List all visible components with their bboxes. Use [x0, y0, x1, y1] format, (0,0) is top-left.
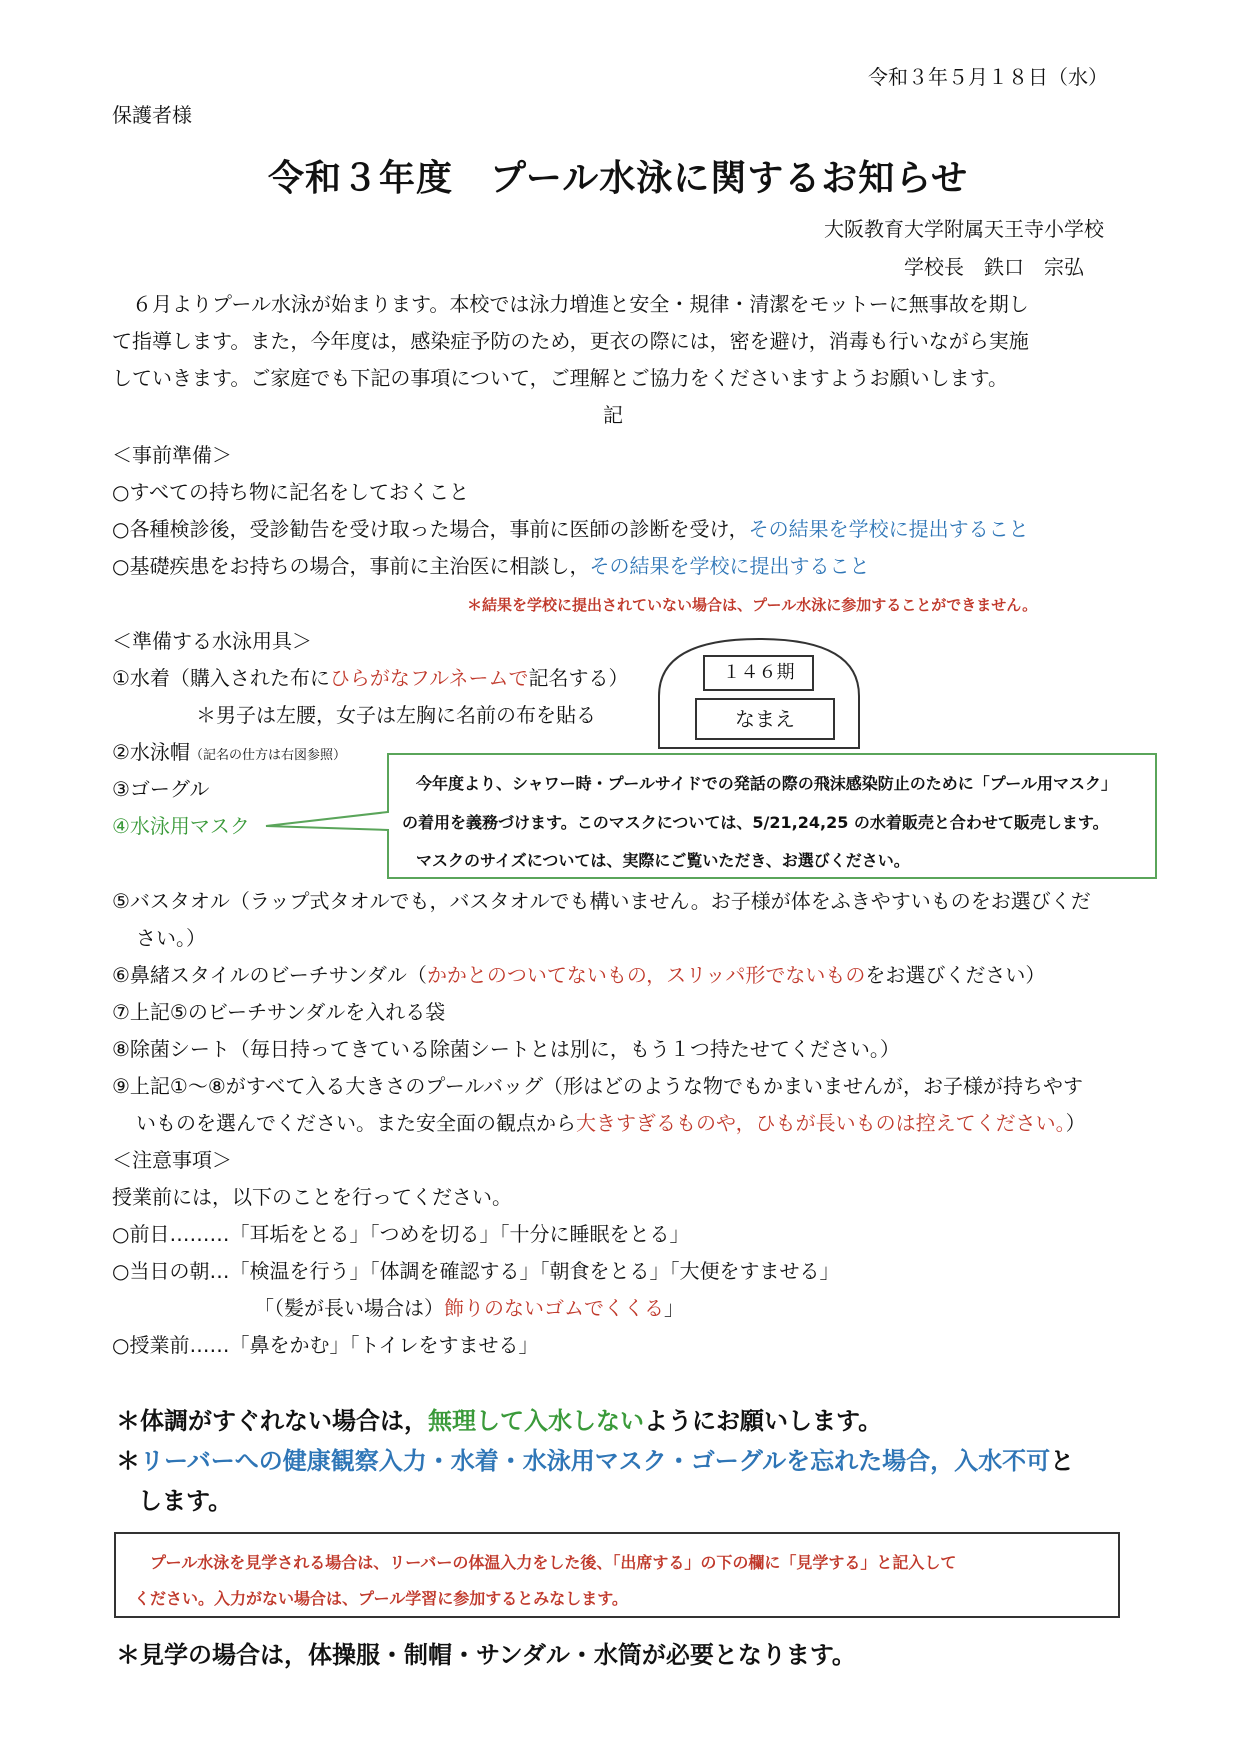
gear-item-6-text: ⑥鼻緒スタイルのビーチサンダル（	[112, 963, 427, 987]
prep-heading: ＜事前準備＞	[112, 443, 232, 467]
caution-prev-day: ○前日………「耳垢をとる」「つめを切る」「十分に睡眠をとる」	[112, 1222, 690, 1246]
prep-item-3	[112, 553, 869, 579]
callout-line-2: の着用を義務づけます。このマスクについては、5/21,24,25 の水着販売と合わせて販売します。	[402, 813, 1109, 832]
gear-item-1-text: ①水着（購入された布に	[112, 666, 330, 690]
sender-school: 大阪教育大学附属天王寺小学校	[824, 217, 1104, 241]
gear-item-6-end: をお選びください）	[865, 963, 1046, 987]
page-title: 令和３年度 プール水泳に関するお知らせ	[268, 158, 969, 199]
addressee: 保護者様	[112, 103, 192, 127]
ki-label: 記	[603, 403, 623, 427]
date: 令和３年５月１８日（水）	[868, 65, 1108, 89]
cap-name-box: なまえ	[695, 698, 835, 740]
intro-line-3: していきます。ご家庭でも下記の事項について，ご理解とご協力をくださいますようお願いします。	[112, 366, 1008, 390]
prep-item-3-text: ○基礎疾患をお持ちの場合，事前に主治医に相談し，	[112, 554, 590, 578]
caution-heading: ＜注意事項＞	[112, 1148, 232, 1172]
gear-heading: ＜準備する水泳用具＞	[112, 629, 312, 653]
observation-notice-line-2: ください。入力がない場合は、プール学習に参加するとみなします。	[134, 1589, 628, 1608]
cap-period-box: １４６期	[703, 655, 814, 691]
notice-2-cont: します。	[138, 1487, 233, 1515]
gear-item-2-text: ②水泳帽	[112, 740, 190, 764]
callout-line-3: マスクのサイズについては、実際にご覧いただき、お選びください。	[416, 851, 910, 870]
prep-item-2-text: ○各種検診後，受診勧告を受け取った場合，事前に医師の診断を受け，	[112, 517, 749, 541]
notice-1-end: ようにお願いします。	[644, 1407, 883, 1435]
gear-item-8: ⑧除菌シート（毎日持ってきている除菌シートとは別に，もう１つ持たせてください。）	[112, 1037, 900, 1061]
gear-item-6-emphasis: かかとのついてないもの，スリッパ形でないもの	[426, 963, 866, 987]
gear-item-1-emphasis: ひらがなフルネームで	[329, 666, 529, 690]
gear-item-9: ⑨上記①～⑧がすべて入る大きさのプールバッグ（形はどのような物でもかまいませんが，お子様が持ちやす	[112, 1074, 1083, 1098]
gear-item-3: ③ゴーグル	[112, 777, 210, 801]
caution-hair-emphasis: 飾りのないゴムでくくる	[444, 1296, 664, 1320]
prep-warning: ＊結果を学校に提出されていない場合は、プール水泳に参加することができません。	[467, 596, 1038, 614]
gear-item-9-emphasis: 大きすぎるものや，ひもが長いものは控えてください。	[576, 1111, 1066, 1135]
notice-2-end: と	[1050, 1447, 1075, 1475]
gear-item-6	[112, 962, 1045, 988]
prep-item-1: ○すべての持ち物に記名をしておくこと	[112, 480, 470, 504]
notice-2	[116, 1446, 1074, 1476]
gear-item-7: ⑦上記⑤のビーチサンダルを入れる袋	[112, 1000, 446, 1024]
gear-item-5: ⑤バスタオル（ラップ式タオルでも，バスタオルでも構いません。お子様が体をふきやすいものをお選びくだ	[112, 889, 1091, 913]
notice-2-mark: ＊	[116, 1447, 140, 1475]
gear-item-9-text: いものを選んでください。また安全面の観点から	[136, 1111, 576, 1135]
notice-1	[116, 1406, 882, 1436]
gear-item-5-cont: さい。）	[136, 926, 206, 950]
intro-line-2: て指導します。また，今年度は，感染症予防のため，更衣の際には，密を避け，消毒も行いながら実施	[112, 329, 1029, 353]
observation-notice-line-1: プール水泳を見学される場合は、リーバーの体温入力をした後、「出席する」の下の欄に「見学する」と記入して	[150, 1553, 957, 1572]
gear-item-9-cont	[136, 1110, 1086, 1136]
callout-line-1: 今年度より、シャワー時・プールサイドでの発話の際の飛沫感染防止のために「プール用マスク」	[416, 774, 1117, 793]
notice-1-text: ＊体調がすぐれない場合は，	[116, 1407, 428, 1435]
notice-2-emphasis: リーバーへの健康観察入力・水着・水泳用マスク・ゴーグルを忘れた場合，入水不可	[140, 1447, 1051, 1475]
sender-principal: 学校長 鉄口 宗弘	[904, 255, 1084, 279]
gear-item-2-note: （記名の仕方は右図参照）	[189, 748, 346, 763]
caution-hair-end: 」	[664, 1296, 684, 1320]
prep-item-2-emphasis: その結果を学校に提出すること	[748, 517, 1029, 541]
notice-1-emphasis: 無理して入水しない	[428, 1407, 644, 1435]
caution-before-class: ○授業前……「鼻をかむ」「トイレをすませる」	[112, 1333, 539, 1357]
gear-item-9-end: ）	[1065, 1111, 1086, 1135]
gear-item-4: ④水泳用マスク	[112, 814, 250, 838]
caution-hair	[254, 1295, 684, 1321]
caution-morning: ○当日の朝…「検温を行う」「体調を確認する」「朝食をとる」「大便をすませる」	[112, 1259, 840, 1283]
prep-item-3-emphasis: その結果を学校に提出すること	[589, 554, 870, 578]
gear-item-1-note: ＊男子は左腰，女子は左胸に名前の布を貼る	[196, 703, 596, 727]
caution-hair-text: 「（髪が長い場合は）	[254, 1296, 444, 1320]
caution-intro: 授業前には，以下のことを行ってください。	[112, 1185, 512, 1209]
gear-item-1-end: 記名する）	[528, 666, 629, 690]
prep-item-2	[112, 516, 1029, 542]
notice-3: ＊見学の場合は，体操服・制帽・サンダル・水筒が必要となります。	[116, 1641, 856, 1669]
intro-line-1: ６月よりプール水泳が始まります。本校では泳力増進と安全・規律・清潔をモットーに無事故を期し	[112, 292, 1029, 316]
gear-item-1	[112, 665, 629, 691]
